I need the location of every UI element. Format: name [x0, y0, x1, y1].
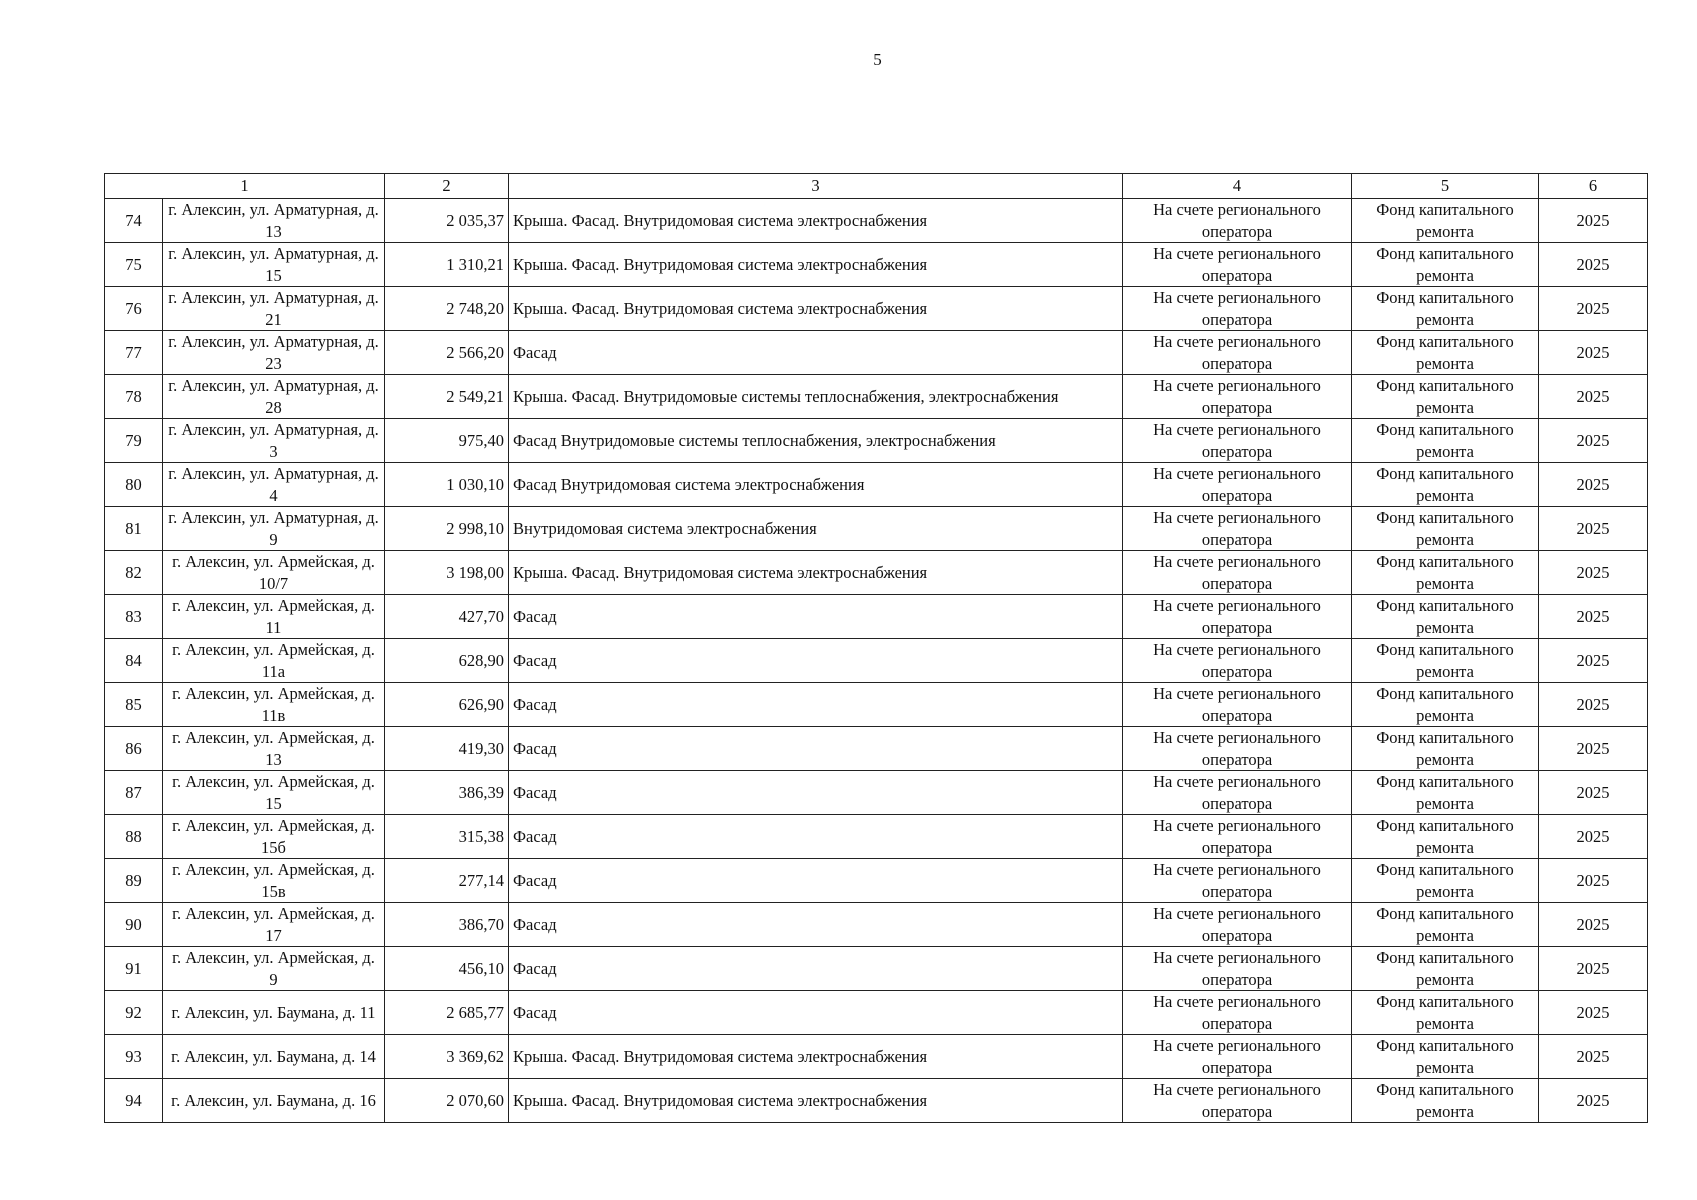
row-number: 87 [105, 771, 163, 815]
fund-cell: Фонд капитального ремонта [1352, 859, 1539, 903]
table-row [105, 771, 1648, 815]
table-row [105, 507, 1648, 551]
table-row [105, 199, 1648, 243]
table-row [105, 375, 1648, 419]
column-header-2: 2 [385, 174, 509, 199]
account-cell: На счете регионального оператора [1123, 419, 1352, 463]
fund-cell: Фонд капитального ремонта [1352, 595, 1539, 639]
registry-table [104, 173, 1648, 1123]
year-cell: 2025 [1539, 815, 1648, 859]
account-cell: На счете регионального оператора [1123, 815, 1352, 859]
area-cell: 1 030,10 [385, 463, 509, 507]
fund-cell: Фонд капитального ремонта [1352, 727, 1539, 771]
address-cell: г. Алексин, ул. Армейская, д. 17 [163, 903, 385, 947]
area-cell: 2 998,10 [385, 507, 509, 551]
page-number: 5 [873, 50, 882, 69]
fund-cell: Фонд капитального ремонта [1352, 991, 1539, 1035]
works-cell: Крыша. Фасад. Внутридомовая система электроснабжения [509, 199, 1123, 243]
works-cell: Фасад [509, 903, 1123, 947]
row-number: 86 [105, 727, 163, 771]
year-cell: 2025 [1539, 727, 1648, 771]
works-cell: Фасад [509, 947, 1123, 991]
table-row [105, 859, 1648, 903]
table-row [105, 727, 1648, 771]
works-cell: Фасад [509, 991, 1123, 1035]
row-number: 74 [105, 199, 163, 243]
account-cell: На счете регионального оператора [1123, 507, 1352, 551]
address-cell: г. Алексин, ул. Баумана, д. 11 [163, 991, 385, 1035]
fund-cell: Фонд капитального ремонта [1352, 243, 1539, 287]
fund-cell: Фонд капитального ремонта [1352, 507, 1539, 551]
works-cell: Фасад [509, 771, 1123, 815]
year-cell: 2025 [1539, 903, 1648, 947]
year-cell: 2025 [1539, 639, 1648, 683]
works-cell: Крыша. Фасад. Внутридомовые системы теплоснабжения, электроснабжения [509, 375, 1123, 419]
year-cell: 2025 [1539, 991, 1648, 1035]
address-cell: г. Алексин, ул. Арматурная, д. 28 [163, 375, 385, 419]
area-cell: 628,90 [385, 639, 509, 683]
area-cell: 2 549,21 [385, 375, 509, 419]
address-cell: г. Алексин, ул. Армейская, д. 11в [163, 683, 385, 727]
area-cell: 3 369,62 [385, 1035, 509, 1079]
table-row [105, 331, 1648, 375]
works-cell: Фасад [509, 859, 1123, 903]
address-cell: г. Алексин, ул. Армейская, д. 10/7 [163, 551, 385, 595]
table-row [105, 419, 1648, 463]
fund-cell: Фонд капитального ремонта [1352, 287, 1539, 331]
year-cell: 2025 [1539, 331, 1648, 375]
works-cell: Фасад [509, 683, 1123, 727]
table-row [105, 1079, 1648, 1123]
row-number: 82 [105, 551, 163, 595]
year-cell: 2025 [1539, 243, 1648, 287]
works-cell: Крыша. Фасад. Внутридомовая система электроснабжения [509, 243, 1123, 287]
account-cell: На счете регионального оператора [1123, 727, 1352, 771]
address-cell: г. Алексин, ул. Армейская, д. 15 [163, 771, 385, 815]
fund-cell: Фонд капитального ремонта [1352, 947, 1539, 991]
area-cell: 456,10 [385, 947, 509, 991]
account-cell: На счете регионального оператора [1123, 1035, 1352, 1079]
row-number: 79 [105, 419, 163, 463]
fund-cell: Фонд капитального ремонта [1352, 463, 1539, 507]
year-cell: 2025 [1539, 859, 1648, 903]
address-cell: г. Алексин, ул. Арматурная, д. 23 [163, 331, 385, 375]
area-cell: 277,14 [385, 859, 509, 903]
fund-cell: Фонд капитального ремонта [1352, 903, 1539, 947]
table-row [105, 595, 1648, 639]
table-row [105, 991, 1648, 1035]
table-row [105, 463, 1648, 507]
address-cell: г. Алексин, ул. Армейская, д. 13 [163, 727, 385, 771]
fund-cell: Фонд капитального ремонта [1352, 683, 1539, 727]
account-cell: На счете регионального оператора [1123, 463, 1352, 507]
table-row [105, 639, 1648, 683]
fund-cell: Фонд капитального ремонта [1352, 771, 1539, 815]
area-cell: 2 070,60 [385, 1079, 509, 1123]
area-cell: 386,70 [385, 903, 509, 947]
year-cell: 2025 [1539, 551, 1648, 595]
row-number: 92 [105, 991, 163, 1035]
works-cell: Фасад [509, 595, 1123, 639]
column-header-1: 1 [105, 174, 385, 199]
account-cell: На счете регионального оператора [1123, 903, 1352, 947]
account-cell: На счете регионального оператора [1123, 331, 1352, 375]
account-cell: На счете регионального оператора [1123, 199, 1352, 243]
fund-cell: Фонд капитального ремонта [1352, 815, 1539, 859]
row-number: 81 [105, 507, 163, 551]
row-number: 83 [105, 595, 163, 639]
area-cell: 2 748,20 [385, 287, 509, 331]
year-cell: 2025 [1539, 771, 1648, 815]
address-cell: г. Алексин, ул. Арматурная, д. 21 [163, 287, 385, 331]
works-cell: Крыша. Фасад. Внутридомовая система электроснабжения [509, 551, 1123, 595]
account-cell: На счете регионального оператора [1123, 859, 1352, 903]
row-number: 91 [105, 947, 163, 991]
fund-cell: Фонд капитального ремонта [1352, 1079, 1539, 1123]
fund-cell: Фонд капитального ремонта [1352, 199, 1539, 243]
year-cell: 2025 [1539, 507, 1648, 551]
fund-cell: Фонд капитального ремонта [1352, 639, 1539, 683]
account-cell: На счете регионального оператора [1123, 1079, 1352, 1123]
fund-cell: Фонд капитального ремонта [1352, 331, 1539, 375]
address-cell: г. Алексин, ул. Армейская, д. 15б [163, 815, 385, 859]
account-cell: На счете регионального оператора [1123, 551, 1352, 595]
fund-cell: Фонд капитального ремонта [1352, 419, 1539, 463]
row-number: 75 [105, 243, 163, 287]
works-cell: Фасад [509, 815, 1123, 859]
address-cell: г. Алексин, ул. Армейская, д. 11 [163, 595, 385, 639]
year-cell: 2025 [1539, 419, 1648, 463]
table-row [105, 287, 1648, 331]
area-cell: 1 310,21 [385, 243, 509, 287]
works-cell: Крыша. Фасад. Внутридомовая система электроснабжения [509, 1079, 1123, 1123]
row-number: 78 [105, 375, 163, 419]
address-cell: г. Алексин, ул. Баумана, д. 14 [163, 1035, 385, 1079]
works-cell: Крыша. Фасад. Внутридомовая система электроснабжения [509, 1035, 1123, 1079]
works-cell: Крыша. Фасад. Внутридомовая система электроснабжения [509, 287, 1123, 331]
table-row [105, 683, 1648, 727]
table-row [105, 551, 1648, 595]
fund-cell: Фонд капитального ремонта [1352, 551, 1539, 595]
year-cell: 2025 [1539, 947, 1648, 991]
year-cell: 2025 [1539, 199, 1648, 243]
table-row [105, 947, 1648, 991]
table-row [105, 903, 1648, 947]
registry-body [105, 199, 1648, 1123]
year-cell: 2025 [1539, 595, 1648, 639]
address-cell: г. Алексин, ул. Арматурная, д. 15 [163, 243, 385, 287]
year-cell: 2025 [1539, 375, 1648, 419]
works-cell: Фасад [509, 331, 1123, 375]
address-cell: г. Алексин, ул. Арматурная, д. 13 [163, 199, 385, 243]
column-header-6: 6 [1539, 174, 1648, 199]
fund-cell: Фонд капитального ремонта [1352, 375, 1539, 419]
year-cell: 2025 [1539, 463, 1648, 507]
row-number: 76 [105, 287, 163, 331]
fund-cell: Фонд капитального ремонта [1352, 1035, 1539, 1079]
table-row [105, 1035, 1648, 1079]
address-cell: г. Алексин, ул. Арматурная, д. 4 [163, 463, 385, 507]
area-cell: 3 198,00 [385, 551, 509, 595]
row-number: 90 [105, 903, 163, 947]
column-header-5: 5 [1352, 174, 1539, 199]
account-cell: На счете регионального оператора [1123, 595, 1352, 639]
row-number: 85 [105, 683, 163, 727]
address-cell: г. Алексин, ул. Баумана, д. 16 [163, 1079, 385, 1123]
area-cell: 2 685,77 [385, 991, 509, 1035]
year-cell: 2025 [1539, 287, 1648, 331]
year-cell: 2025 [1539, 1079, 1648, 1123]
row-number: 94 [105, 1079, 163, 1123]
works-cell: Внутридомовая система электроснабжения [509, 507, 1123, 551]
row-number: 84 [105, 639, 163, 683]
account-cell: На счете регионального оператора [1123, 639, 1352, 683]
account-cell: На счете регионального оператора [1123, 771, 1352, 815]
address-cell: г. Алексин, ул. Армейская, д. 15в [163, 859, 385, 903]
works-cell: Фасад [509, 639, 1123, 683]
account-cell: На счете регионального оператора [1123, 947, 1352, 991]
account-cell: На счете регионального оператора [1123, 375, 1352, 419]
row-number: 88 [105, 815, 163, 859]
table-row [105, 243, 1648, 287]
area-cell: 2 035,37 [385, 199, 509, 243]
year-cell: 2025 [1539, 683, 1648, 727]
account-cell: На счете регионального оператора [1123, 243, 1352, 287]
row-number: 93 [105, 1035, 163, 1079]
address-cell: г. Алексин, ул. Армейская, д. 9 [163, 947, 385, 991]
works-cell: Фасад Внутридомовая система электроснабжения [509, 463, 1123, 507]
row-number: 77 [105, 331, 163, 375]
account-cell: На счете регионального оператора [1123, 683, 1352, 727]
year-cell: 2025 [1539, 1035, 1648, 1079]
row-number: 89 [105, 859, 163, 903]
address-cell: г. Алексин, ул. Армейская, д. 11а [163, 639, 385, 683]
area-cell: 386,39 [385, 771, 509, 815]
table-row [105, 815, 1648, 859]
area-cell: 975,40 [385, 419, 509, 463]
works-cell: Фасад [509, 727, 1123, 771]
area-cell: 427,70 [385, 595, 509, 639]
area-cell: 419,30 [385, 727, 509, 771]
area-cell: 626,90 [385, 683, 509, 727]
account-cell: На счете регионального оператора [1123, 287, 1352, 331]
area-cell: 2 566,20 [385, 331, 509, 375]
address-cell: г. Алексин, ул. Арматурная, д. 3 [163, 419, 385, 463]
account-cell: На счете регионального оператора [1123, 991, 1352, 1035]
address-cell: г. Алексин, ул. Арматурная, д. 9 [163, 507, 385, 551]
row-number: 80 [105, 463, 163, 507]
works-cell: Фасад Внутридомовые системы теплоснабжения, электроснабжения [509, 419, 1123, 463]
column-header-3: 3 [509, 174, 1123, 199]
column-header-row [105, 174, 1648, 199]
column-header-4: 4 [1123, 174, 1352, 199]
area-cell: 315,38 [385, 815, 509, 859]
